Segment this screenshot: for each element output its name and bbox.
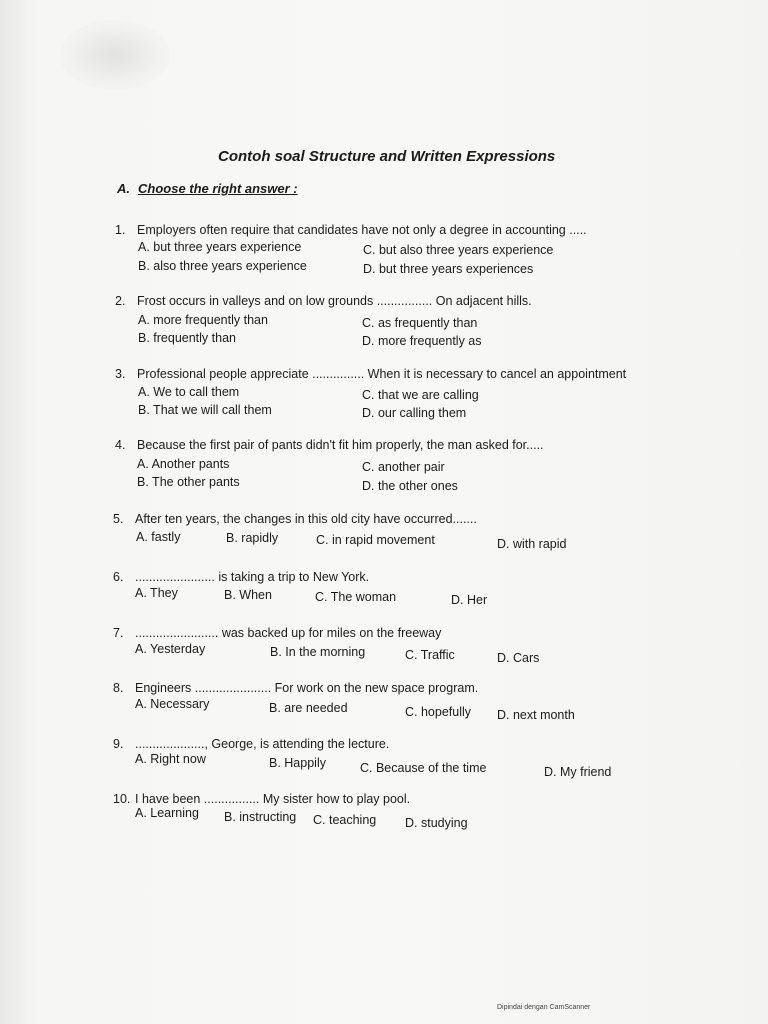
option-b: B. Happily xyxy=(269,756,326,770)
question-number: 7. xyxy=(113,626,124,640)
option-b: B. When xyxy=(224,588,272,602)
question-number: 6. xyxy=(113,570,124,584)
question-text: Professional people appreciate ............... When it is necessary to cancel an appointment xyxy=(137,367,627,381)
question-number: 9. xyxy=(113,737,124,751)
option-d: D. with rapid xyxy=(497,537,567,551)
option-d: D. Her xyxy=(451,593,488,607)
question-text: I have been ................ My sister how to play pool. xyxy=(135,792,411,806)
option-c: C. that we are calling xyxy=(362,388,479,402)
question-number: 1. xyxy=(115,223,126,237)
option-b: B. also three years experience xyxy=(138,259,307,273)
option-b: B. rapidly xyxy=(226,531,279,545)
option-b: B. instructing xyxy=(224,810,297,824)
option-a: A. They xyxy=(135,586,178,600)
question-text: Employers often require that candidates have not only a degree in accounting ..... xyxy=(137,223,587,237)
question-number: 8. xyxy=(113,681,124,695)
scan-smudge xyxy=(60,20,170,90)
option-d: D. My friend xyxy=(544,765,612,779)
option-c: C. another pair xyxy=(362,460,445,474)
option-d: D. the other ones xyxy=(362,479,458,493)
question-text: Because the first pair of pants didn't fit him properly, the man asked for..... xyxy=(137,438,544,452)
question-text: ...................., George, is attending the lecture. xyxy=(135,737,390,751)
question-text: After ten years, the changes in this old city have occurred....... xyxy=(135,512,477,526)
option-c: C. in rapid movement xyxy=(316,533,435,547)
option-a: A. more frequently than xyxy=(138,313,268,327)
question-text: Frost occurs in valleys and on low grounds ................ On adjacent hills. xyxy=(137,294,532,308)
section-instruction: Choose the right answer : xyxy=(138,181,298,196)
section-letter: A. xyxy=(117,181,130,196)
option-d: D. Cars xyxy=(497,651,540,665)
question-number: 4. xyxy=(115,438,126,452)
option-a: A. We to call them xyxy=(138,385,240,399)
option-c: C. as frequently than xyxy=(362,316,478,330)
question-text: ........................ was backed up for miles on the freeway xyxy=(135,626,442,640)
option-a: A. Yesterday xyxy=(135,642,206,656)
question-text: Engineers ...................... For work on the new space program. xyxy=(135,681,479,695)
option-a: A. but three years experience xyxy=(138,240,302,254)
option-c: C. Traffic xyxy=(405,648,455,662)
option-b: B. frequently than xyxy=(138,331,236,345)
question-number: 3. xyxy=(115,367,126,381)
question-text: ....................... is taking a trip to New York. xyxy=(135,570,370,584)
option-c: C. hopefully xyxy=(405,705,472,719)
option-b: B. In the morning xyxy=(270,645,366,659)
question-number: 10. xyxy=(113,792,131,806)
question-number: 5. xyxy=(113,512,124,526)
option-b: B. are needed xyxy=(269,701,348,715)
option-d: D. studying xyxy=(405,816,468,830)
section-heading xyxy=(117,181,298,196)
option-d: D. next month xyxy=(497,708,575,722)
page-title: Contoh soal Structure and Written Expressions xyxy=(218,148,556,165)
scanner-watermark: Dipindai dengan CamScanner xyxy=(497,1004,591,1011)
option-a: A. Right now xyxy=(135,752,206,766)
option-c: C. Because of the time xyxy=(360,761,487,775)
option-a: A. Necessary xyxy=(135,697,210,711)
option-c: C. The woman xyxy=(315,590,397,604)
option-b: B. The other pants xyxy=(137,475,240,489)
option-c: C. teaching xyxy=(313,813,377,827)
option-d: D. more frequently as xyxy=(362,334,482,348)
option-a: A. fastly xyxy=(136,530,181,544)
option-a: A. Learning xyxy=(135,806,199,820)
option-d: D. our calling them xyxy=(362,406,467,420)
option-d: D. but three years experiences xyxy=(363,262,534,276)
option-a: A. Another pants xyxy=(137,457,230,471)
option-c: C. but also three years experience xyxy=(363,243,554,257)
question-number: 2. xyxy=(115,294,126,308)
option-b: B. That we will call them xyxy=(138,403,272,417)
